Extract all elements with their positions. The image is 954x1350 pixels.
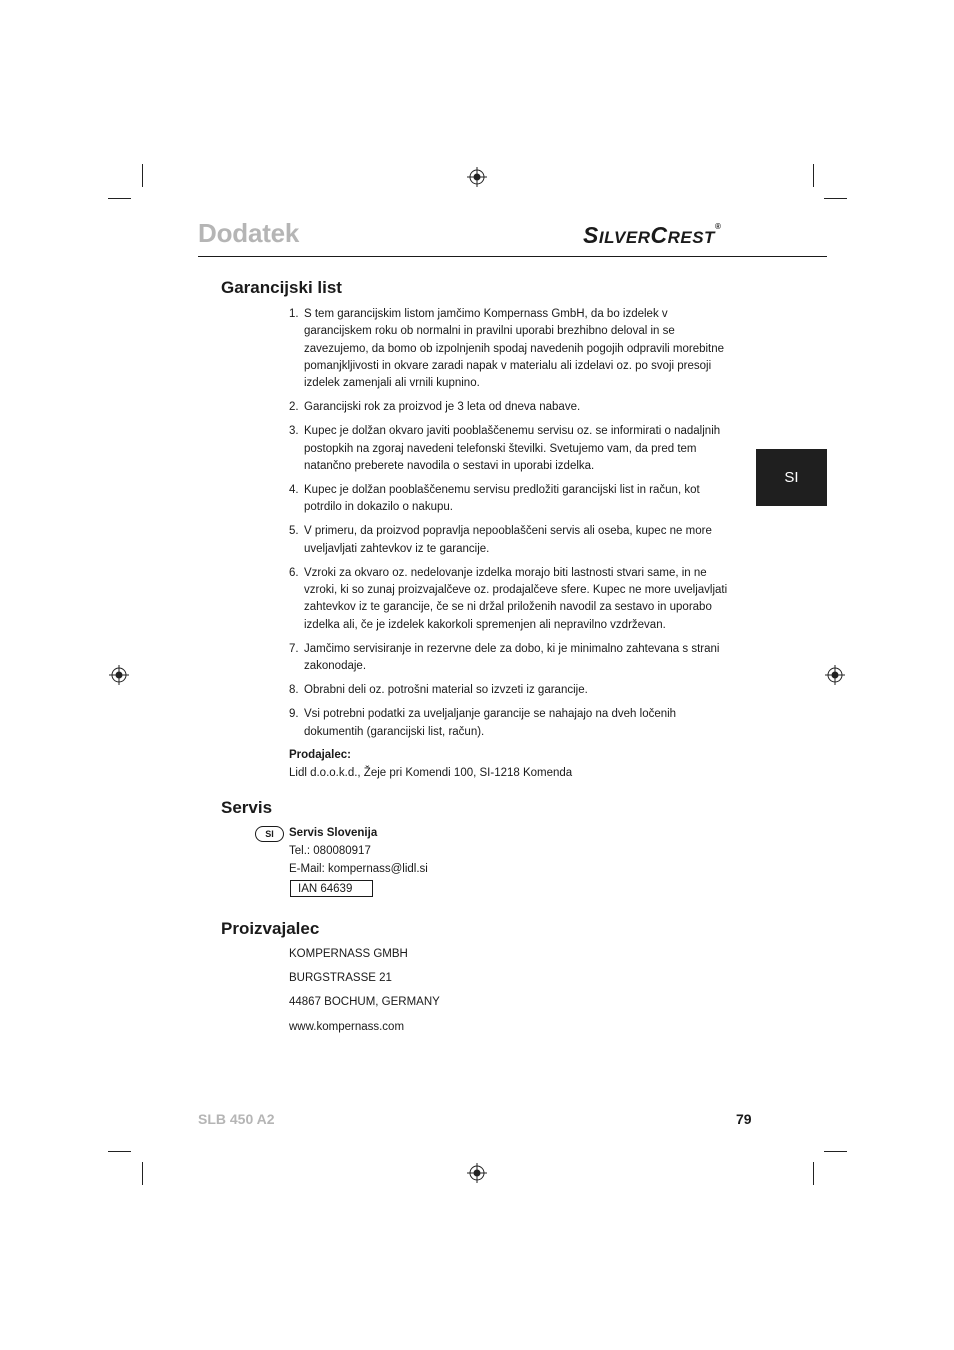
list-number: 1. — [289, 308, 299, 320]
list-item — [289, 399, 734, 416]
list-text: Garancijski rok za proizvod je 3 leta od dneva nabave. — [304, 401, 581, 414]
registration-mark-icon — [825, 665, 845, 685]
crop-mark — [108, 1151, 131, 1152]
list-number: 4. — [289, 484, 299, 497]
brand-letters: ILVER — [598, 228, 651, 247]
registration-mark-icon — [109, 665, 129, 685]
brand-letters: REST — [667, 228, 715, 247]
service-name: Servis Slovenija — [289, 827, 378, 839]
service-email: E-Mail: kompernass@lidl.si — [289, 863, 428, 875]
list-text: Kupec je dolžan pooblaščenemu servisu predložiti garancijski list in račun, kot potrdilo in dokazilo o nakupu. — [304, 484, 700, 514]
brand-letter: S — [583, 222, 599, 248]
country-badge: SI — [255, 826, 284, 842]
registration-mark-icon — [467, 167, 487, 187]
list-item — [289, 565, 734, 634]
list-number: 5. — [289, 525, 299, 538]
crop-mark — [108, 198, 131, 199]
list-number: 2. — [289, 401, 299, 414]
header-divider — [198, 256, 827, 257]
seller-address: Lidl d.o.o.k.d., Žeje pri Komendi 100, SI-1218 Komenda — [289, 767, 573, 779]
section-title: Dodatek — [198, 218, 300, 248]
brand-letter: C — [650, 222, 668, 248]
registered-mark: ® — [714, 222, 722, 231]
manufacturer-website[interactable]: www.kompernass.com — [289, 1021, 405, 1033]
registration-mark-icon — [467, 1163, 487, 1183]
guarantee-list — [289, 306, 734, 748]
guarantee-heading: Garancijski list — [221, 278, 342, 297]
list-text: Jamčimo servisiranje in rezervne dele za dobo, ki je minimalno zahtevana s strani zakonodaje. — [304, 642, 720, 673]
list-text: V primeru, da proizvod popravlja nepooblaščeni servis ali oseba, kupec ne more uveljavljati zahtevkov iz te garancije. — [304, 525, 712, 555]
list-number: 9. — [289, 708, 299, 721]
service-phone: Tel.: 080080917 — [289, 845, 371, 857]
manufacturer-city: 44867 BOCHUM, GERMANY — [289, 996, 440, 1008]
crop-mark — [813, 164, 814, 187]
service-heading: Servis — [221, 798, 273, 817]
list-item — [289, 682, 734, 699]
crop-mark — [142, 1162, 143, 1185]
page-number: 79 — [736, 1111, 752, 1127]
manufacturer-heading: Proizvajalec — [221, 919, 320, 938]
list-number: 6. — [289, 566, 299, 579]
manufacturer-street: BURGSTRASSE 21 — [289, 972, 392, 984]
crop-mark — [142, 164, 143, 187]
list-item — [289, 423, 734, 475]
list-text: S tem garancijskim listom jamčimo Kompernass GmbH, da bo izdelek v garancijskem roku ob normalni in pravilni uporabi brezhibno deloval in se zavezujemo, da bomo ob izpolnjenih spodaj navedenih pogojih odpravili morebitne pomanjkljivosti in okvare zaradi napak v materialu ali izdelavi oz. po svoji presoji izdelek zamenjali ali vrnili kupnino. — [304, 308, 725, 390]
list-text: Vzroki za okvaro oz. nedelovanje izdelka morajo biti lastnosti stvari same, in ne vzroki, ki so zunaj proizvajalčeve oz. prodajalčeve sfere. Kupec ne more uveljavljati zahtevkov iz te garancije, če se ni držal priloženih navodil za sestavo in uporabo izdelka ali, če je izdelek kakorkoli spremenjen ali nepravilno vzdrževan. — [304, 566, 728, 631]
crop-mark — [824, 198, 847, 199]
list-item — [289, 482, 734, 517]
language-tab: SI — [756, 449, 827, 506]
list-text: Vsi potrebni podatki za uveljaljanje garancije se nahajajo na dveh ločenih dokumentih (garancijski list, račun). — [304, 708, 677, 738]
crop-mark — [813, 1162, 814, 1185]
list-item — [289, 523, 734, 558]
list-number: 3. — [289, 425, 299, 438]
seller-label: Prodajalec: — [289, 749, 351, 761]
list-text: Obrabni deli oz. potrošni material so izvzeti iz garancije. — [304, 684, 588, 697]
list-item — [289, 641, 734, 676]
crop-mark — [824, 1151, 847, 1152]
manufacturer-company: KOMPERNASS GMBH — [289, 948, 408, 960]
list-text: Kupec je dolžan okvaro javiti pooblaščenemu servisu oz. se informirati o nadaljnih postopkih na zgoraj navedeni telefonski številki. Svetujemo vam, da pred tem natančno preberete navodila o sestavi in uporabi izdelka. — [304, 425, 721, 472]
brand-logo — [583, 222, 721, 249]
list-item — [289, 706, 734, 741]
list-number: 8. — [289, 684, 299, 697]
list-item — [289, 306, 734, 392]
ian-number: IAN 64639 — [290, 880, 373, 897]
model-number: SLB 450 A2 — [198, 1111, 275, 1127]
list-number: 7. — [289, 642, 299, 655]
